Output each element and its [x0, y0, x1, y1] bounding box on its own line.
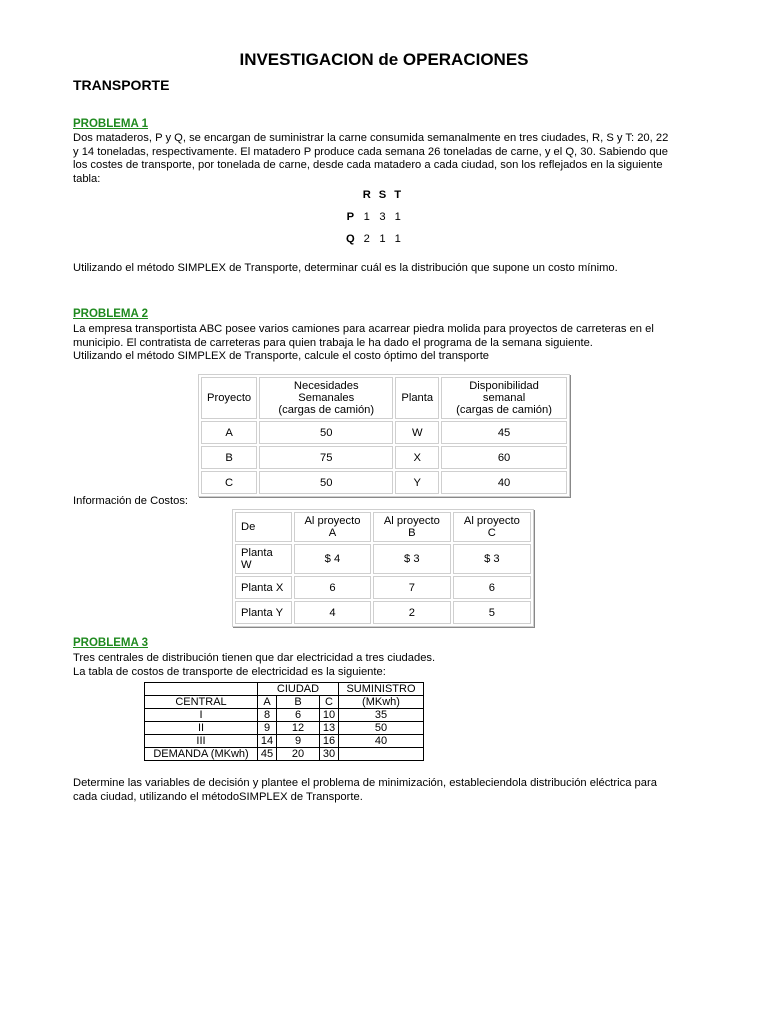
table-header: Necesidades Semanales (cargas de camión)	[259, 377, 393, 419]
table-header: SUMINISTRO	[339, 683, 424, 696]
table-cell: 45	[441, 421, 567, 444]
table-cell: 50	[339, 722, 424, 735]
table-cell: DEMANDA (MKwh)	[145, 748, 258, 761]
table-cell: W	[395, 421, 439, 444]
table-cell: 35	[339, 709, 424, 722]
matrix-cell: 2	[363, 233, 370, 245]
table-cell: 9	[258, 722, 277, 735]
text-line: tabla:	[73, 172, 101, 185]
section-heading: TRANSPORTE	[73, 77, 170, 93]
costs-label: Información de Costos:	[73, 495, 189, 507]
table-header: C	[320, 696, 339, 709]
table-row	[201, 446, 567, 469]
electricity-cost-table	[144, 682, 424, 761]
matrix-col-header: S	[378, 189, 387, 201]
table-row	[145, 748, 424, 761]
table-cell: 12	[277, 722, 320, 735]
table-row	[145, 735, 424, 748]
table-header: Proyecto	[201, 377, 257, 419]
table-cell: 5	[453, 601, 531, 624]
text-line: La tabla de costos de transporte de electricidad es la siguiente:	[73, 665, 386, 678]
problem-3-heading: PROBLEMA 3	[73, 637, 148, 649]
problem-3-statement	[73, 652, 693, 679]
text-line: Determine las variables de decisión y plantee el problema de minimización, estableciendola distribución eléctrica para	[73, 777, 657, 789]
matrix-cell: 1	[394, 233, 401, 245]
matrix-cell: 1	[394, 211, 401, 223]
table-cell: II	[145, 722, 258, 735]
table-cell: 6	[294, 576, 371, 599]
matrix-corner	[342, 184, 359, 206]
text-line: Dos mataderos, P y Q, se encargan de suministrar la carne consumida semanalmente en tres ciudades, R, S y T: 20, 22	[73, 132, 669, 144]
table-cell: 14	[258, 735, 277, 748]
matrix-col-header: R	[362, 189, 371, 201]
table-cell: 30	[320, 748, 339, 761]
table-cell: 10	[320, 709, 339, 722]
table-cell: 6	[277, 709, 320, 722]
table-cell: $ 3	[453, 544, 531, 574]
table-cell: 2	[373, 601, 451, 624]
table-cell: 40	[339, 735, 424, 748]
table-row	[201, 421, 567, 444]
table-cell: A	[201, 421, 257, 444]
table-cell: 8	[258, 709, 277, 722]
table-row	[201, 471, 567, 494]
table-header: Planta	[395, 377, 439, 419]
text-line: cada ciudad, utilizando el métodoSIMPLEX de Transporte.	[73, 790, 363, 803]
table-cell: III	[145, 735, 258, 748]
text-line: y 14 toneladas, respectivamente. El matadero P produce cada semana 26 toneladas de carne, y el Q, 30. Sabiendo que	[73, 145, 668, 158]
table-cell: 60	[441, 446, 567, 469]
table-header: CIUDAD	[258, 683, 339, 696]
table-header: De	[235, 512, 292, 542]
table-row	[145, 709, 424, 722]
table-cell: Planta Y	[235, 601, 292, 624]
table-cell: Planta W	[235, 544, 292, 574]
table-cell: 4	[294, 601, 371, 624]
text-line: los costes de transporte, por tonelada de carne, desde cada matadero a cada ciudad, son los reflejados en la siguiente	[73, 159, 663, 171]
matrix-row-header: P	[346, 211, 355, 223]
table-row	[235, 601, 531, 624]
table-cell: Y	[395, 471, 439, 494]
table-cell: 75	[259, 446, 393, 469]
table-cell: $ 4	[294, 544, 371, 574]
table-header: (MKwh)	[339, 696, 424, 709]
page-title: INVESTIGACION de OPERACIONES	[239, 50, 529, 69]
table-cell: 16	[320, 735, 339, 748]
problem-3-question	[73, 777, 693, 804]
table-header: Al proyecto A	[294, 512, 371, 542]
costs-table	[232, 509, 534, 627]
table-cell	[339, 748, 424, 761]
table-cell: B	[201, 446, 257, 469]
table-header: Al proyecto C	[453, 512, 531, 542]
table-row	[235, 544, 531, 574]
problem-1-question: Utilizando el método SIMPLEX de Transporte, determinar cuál es la distribución que supone un costo mínimo.	[73, 262, 618, 274]
table-header: Disponibilidad semanal (cargas de camión)	[441, 377, 567, 419]
text-line: La empresa transportista ABC posee varios camiones para acarrear piedra molida para proyectos de carreteras en el	[73, 323, 654, 335]
matrix-row-header: Q	[346, 233, 355, 245]
table-cell: Planta X	[235, 576, 292, 599]
problem-1-heading: PROBLEMA 1	[73, 118, 148, 130]
problem-2-heading: PROBLEMA 2	[73, 308, 148, 320]
problem-2-statement	[73, 323, 693, 364]
problem-1-cost-matrix	[342, 184, 405, 250]
matrix-cell: 3	[379, 211, 386, 223]
table-cell: $ 3	[373, 544, 451, 574]
table-cell: 6	[453, 576, 531, 599]
text-line: municipio. El contratista de carreteras para quien trabaja le ha dado el programa de la semana siguiente.	[73, 336, 593, 349]
table-row	[235, 576, 531, 599]
table-cell	[145, 683, 258, 696]
table-row	[145, 722, 424, 735]
needs-availability-table	[198, 374, 570, 497]
matrix-cell: 1	[363, 211, 370, 223]
table-cell: I	[145, 709, 258, 722]
table-cell: 20	[277, 748, 320, 761]
text-line: Tres centrales de distribución tienen que dar electricidad a tres ciudades.	[73, 652, 436, 664]
table-header: Al proyecto B	[373, 512, 451, 542]
table-header: B	[277, 696, 320, 709]
table-cell: X	[395, 446, 439, 469]
table-cell: 9	[277, 735, 320, 748]
table-cell: 50	[259, 421, 393, 444]
table-cell: 50	[259, 471, 393, 494]
table-header: A	[258, 696, 277, 709]
problem-1-statement	[73, 132, 693, 186]
table-cell: 40	[441, 471, 567, 494]
table-cell: C	[201, 471, 257, 494]
table-cell: 7	[373, 576, 451, 599]
table-cell: 45	[258, 748, 277, 761]
table-header: CENTRAL	[145, 696, 258, 709]
matrix-col-header: T	[394, 189, 402, 201]
table-cell: 13	[320, 722, 339, 735]
text-line: Utilizando el método SIMPLEX de Transporte, calcule el costo óptimo del transporte	[73, 350, 490, 362]
matrix-cell: 1	[379, 233, 386, 245]
